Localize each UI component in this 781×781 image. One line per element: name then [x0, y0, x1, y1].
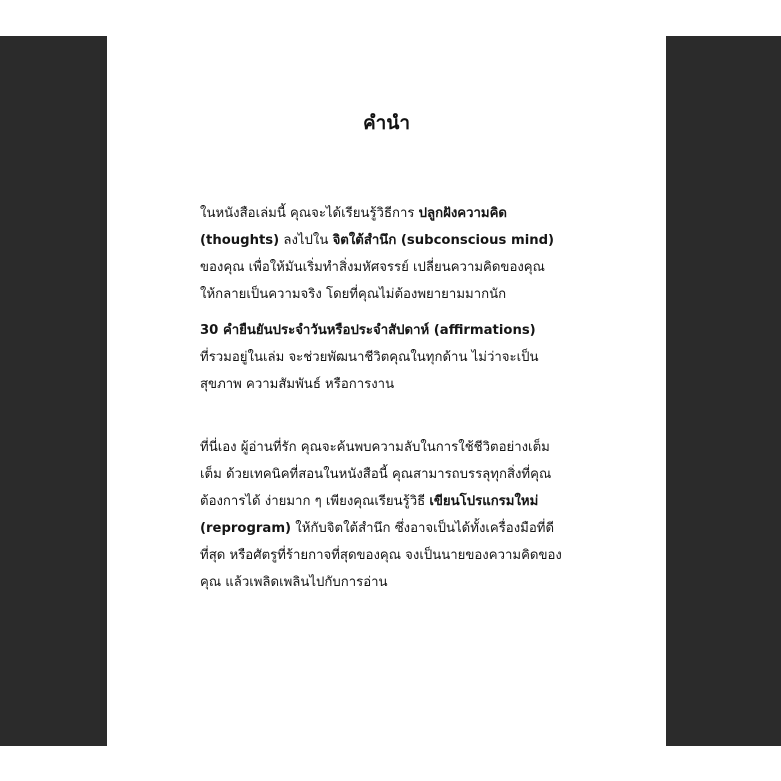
- text-line: ที่นี่เอง ผู้อ่านที่รัก คุณจะค้นพบความลับในการใช้ชีวิตอย่างเต็ม: [200, 440, 550, 455]
- text-line: (thoughts) ลงไปใน จิตใต้สำนึก (subconscious mind): [200, 233, 555, 248]
- text-line: ต้องการได้ ง่ายมาก ๆ เพียงคุณเรียนรู้วิธี เขียนโปรแกรมใหม่: [200, 494, 539, 509]
- paragraph-reprogram: [200, 434, 620, 596]
- text-line: (reprogram) ให้กับจิตใต้สำนึก ซึ่งอาจเป็นได้ทั้งเครื่องมือที่ดี: [200, 521, 555, 536]
- page-body: [200, 200, 620, 596]
- text-line: 30 คำยืนยันประจำวันหรือประจำสัปดาห์ (affirmations): [200, 323, 536, 338]
- text-line: ที่รวมอยู่ในเล่ม จะช่วยพัฒนาชีวิตคุณในทุกด้าน ไม่ว่าจะเป็น: [200, 350, 539, 365]
- page-title: คำนำ: [362, 112, 411, 134]
- text-line: คุณ แล้วเพลิดเพลินไปกับการอ่าน: [200, 575, 388, 590]
- document-page: [107, 36, 666, 746]
- text-line: เต็ม ด้วยเทคนิคที่สอนในหนังสือนี้ คุณสามารถบรรลุทุกสิ่งที่คุณ: [200, 467, 552, 482]
- document-viewer: [0, 36, 781, 746]
- text-line: ให้กลายเป็นความจริง โดยที่คุณไม่ต้องพยายามมากนัก: [200, 287, 507, 302]
- text-line: ที่สุด หรือศัตรูที่ร้ายกาจที่สุดของคุณ จงเป็นนายของความคิดของ: [200, 548, 562, 563]
- paragraph-intro: [200, 200, 620, 308]
- text-line: ในหนังสือเล่มนี้ คุณจะได้เรียนรู้วิธีการ ปลูกฝังความคิด: [200, 206, 507, 221]
- text-line: ของคุณ เพื่อให้มันเริ่มทำสิ่งมหัศจรรย์ เปลี่ยนความคิดของคุณ: [200, 260, 545, 275]
- text-line: สุขภาพ ความสัมพันธ์ หรือการงาน: [200, 377, 395, 392]
- paragraph-affirmations: [200, 317, 620, 398]
